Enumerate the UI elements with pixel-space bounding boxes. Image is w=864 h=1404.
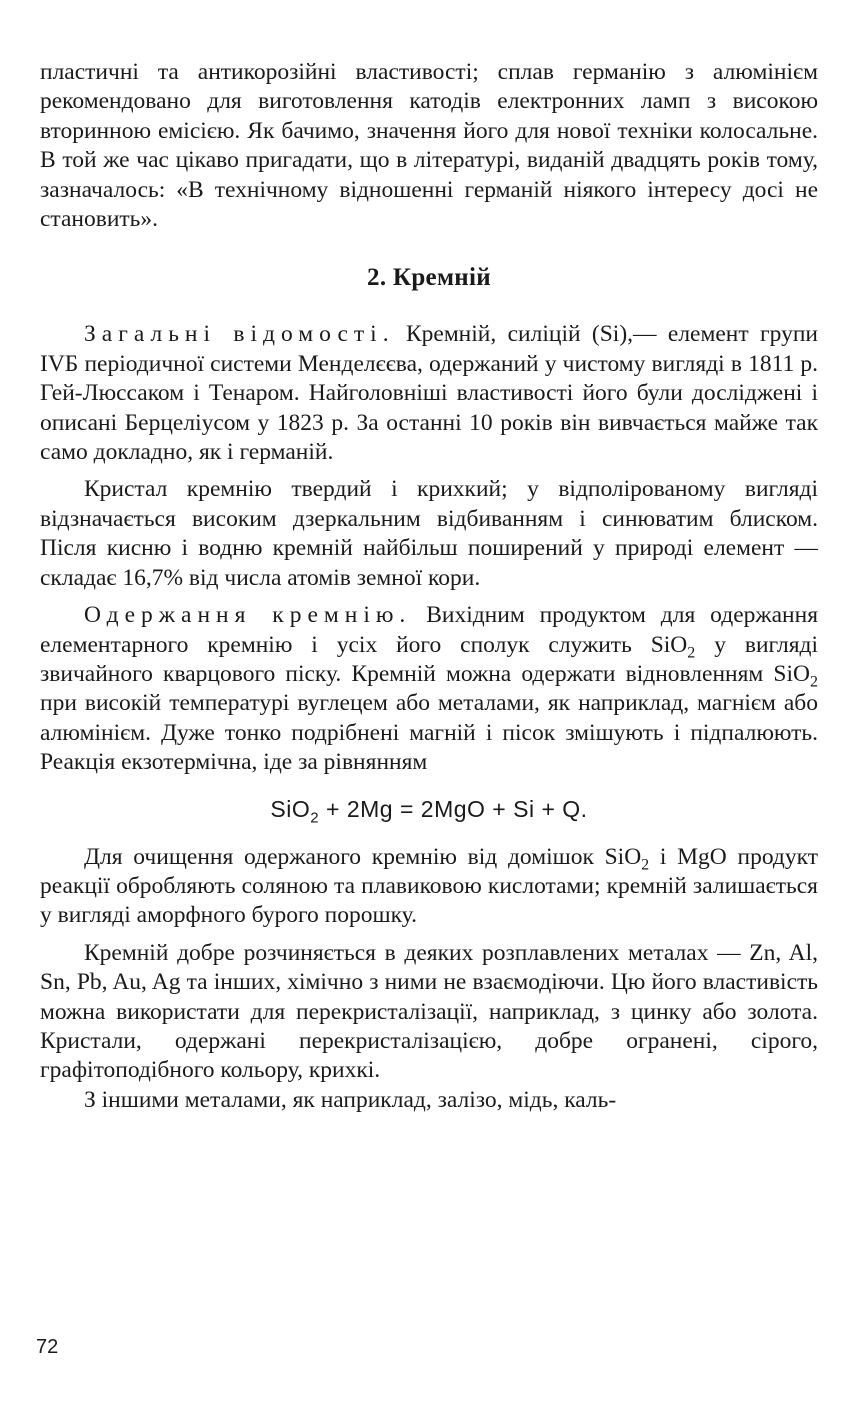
- production-text-3: при високій температурі вуглецем або металами, як наприклад, магнієм або алюмінієм. Дуже тонко подрібнені магній і пісок змішують і підпалюють. Реакція екзотермічна, іде за рівнянням: [40, 690, 818, 776]
- section-heading: 2. Кремній: [367, 264, 491, 292]
- purification-paragraph: [40, 843, 818, 931]
- production-sub-1: 2: [687, 644, 696, 662]
- production-lead: Одержання кремнію.: [84, 602, 412, 629]
- production-text-2: у вигляді звичайного кварцового піску. Кремній можна одержати відновленням SiO: [40, 631, 818, 687]
- last-line: З іншими металами, як наприклад, залізо, мідь, каль-: [84, 1086, 617, 1113]
- general-info-paragraph: [40, 320, 818, 467]
- equation-sub: 2: [310, 809, 320, 827]
- purification-text-1: Для очищення одержаного кремнію від домішок SiO: [84, 843, 642, 870]
- dissolution-paragraph: Кремній добре розчиняється в деяких розплавлених металах — Zn, Al, Sn, Pb, Au, Ag та інших, хімічно з ними не взаємодіючи. Цю його властивість можна використати для перекристалізації, наприклад, з цинку або золота. Кристали, одержані перекристалізацією, добре огранені, сірого, графітоподібного кольору, крихкі.: [40, 939, 818, 1084]
- general-info-lead: Загальні відомості.: [84, 321, 395, 348]
- production-text-1: Вихідним продуктом для одержання елементарного кремнію і усіх його сполук служить SiO: [40, 602, 818, 658]
- equation-left: SiO: [270, 795, 311, 822]
- production-paragraph: [40, 601, 818, 777]
- production-sub-2: 2: [810, 673, 818, 691]
- equation-right: + 2Mg = 2MgO + Si + Q.: [319, 795, 588, 822]
- purification-text-2: і MgO продукт реакції обробляють соляною та плавиковою кислотами; кремній залишається у вигляді аморфного бурого порошку.: [40, 843, 818, 929]
- page-body: [40, 58, 818, 1115]
- page-number: 72: [36, 1336, 59, 1358]
- general-info-text: Кремній, силіцій (Si),— елемент групи IVБ періодичної системи Менделєєва, одержаний у чистому вигляді в 1811 р. Гей-Люссаком і Тенаром. Найголовніші властивості його були досліджені і описані Берцеліусом у 1823 р. За останні 10 років він вивчається майже так само докладно, як і германій.: [40, 321, 818, 466]
- purification-sub: 2: [641, 856, 650, 874]
- intro-paragraph: пластичні та антикорозійні властивості; сплав германію з алюмінієм рекомендовано для виготовлення катодів електронних ламп з високою вторинною емісією. Як бачимо, значення його для нової техніки колосальне. В той же час цікаво пригадати, що в літературі, виданій двадцять років тому, зазначалось: «В технічному відношенні германій ніякого інтересу досі не становить».: [40, 59, 818, 233]
- crystal-paragraph: Кристал кремнію твердий і крихкий; у відполірованому вигляді відзначається високим дзеркальним відбиванням і синюватим блиском. Після кисню і водню кремній найбільш поширений у природі елемент — складає 16,7% від числа атомів земної кори.: [40, 476, 818, 591]
- reaction-equation: [40, 795, 818, 827]
